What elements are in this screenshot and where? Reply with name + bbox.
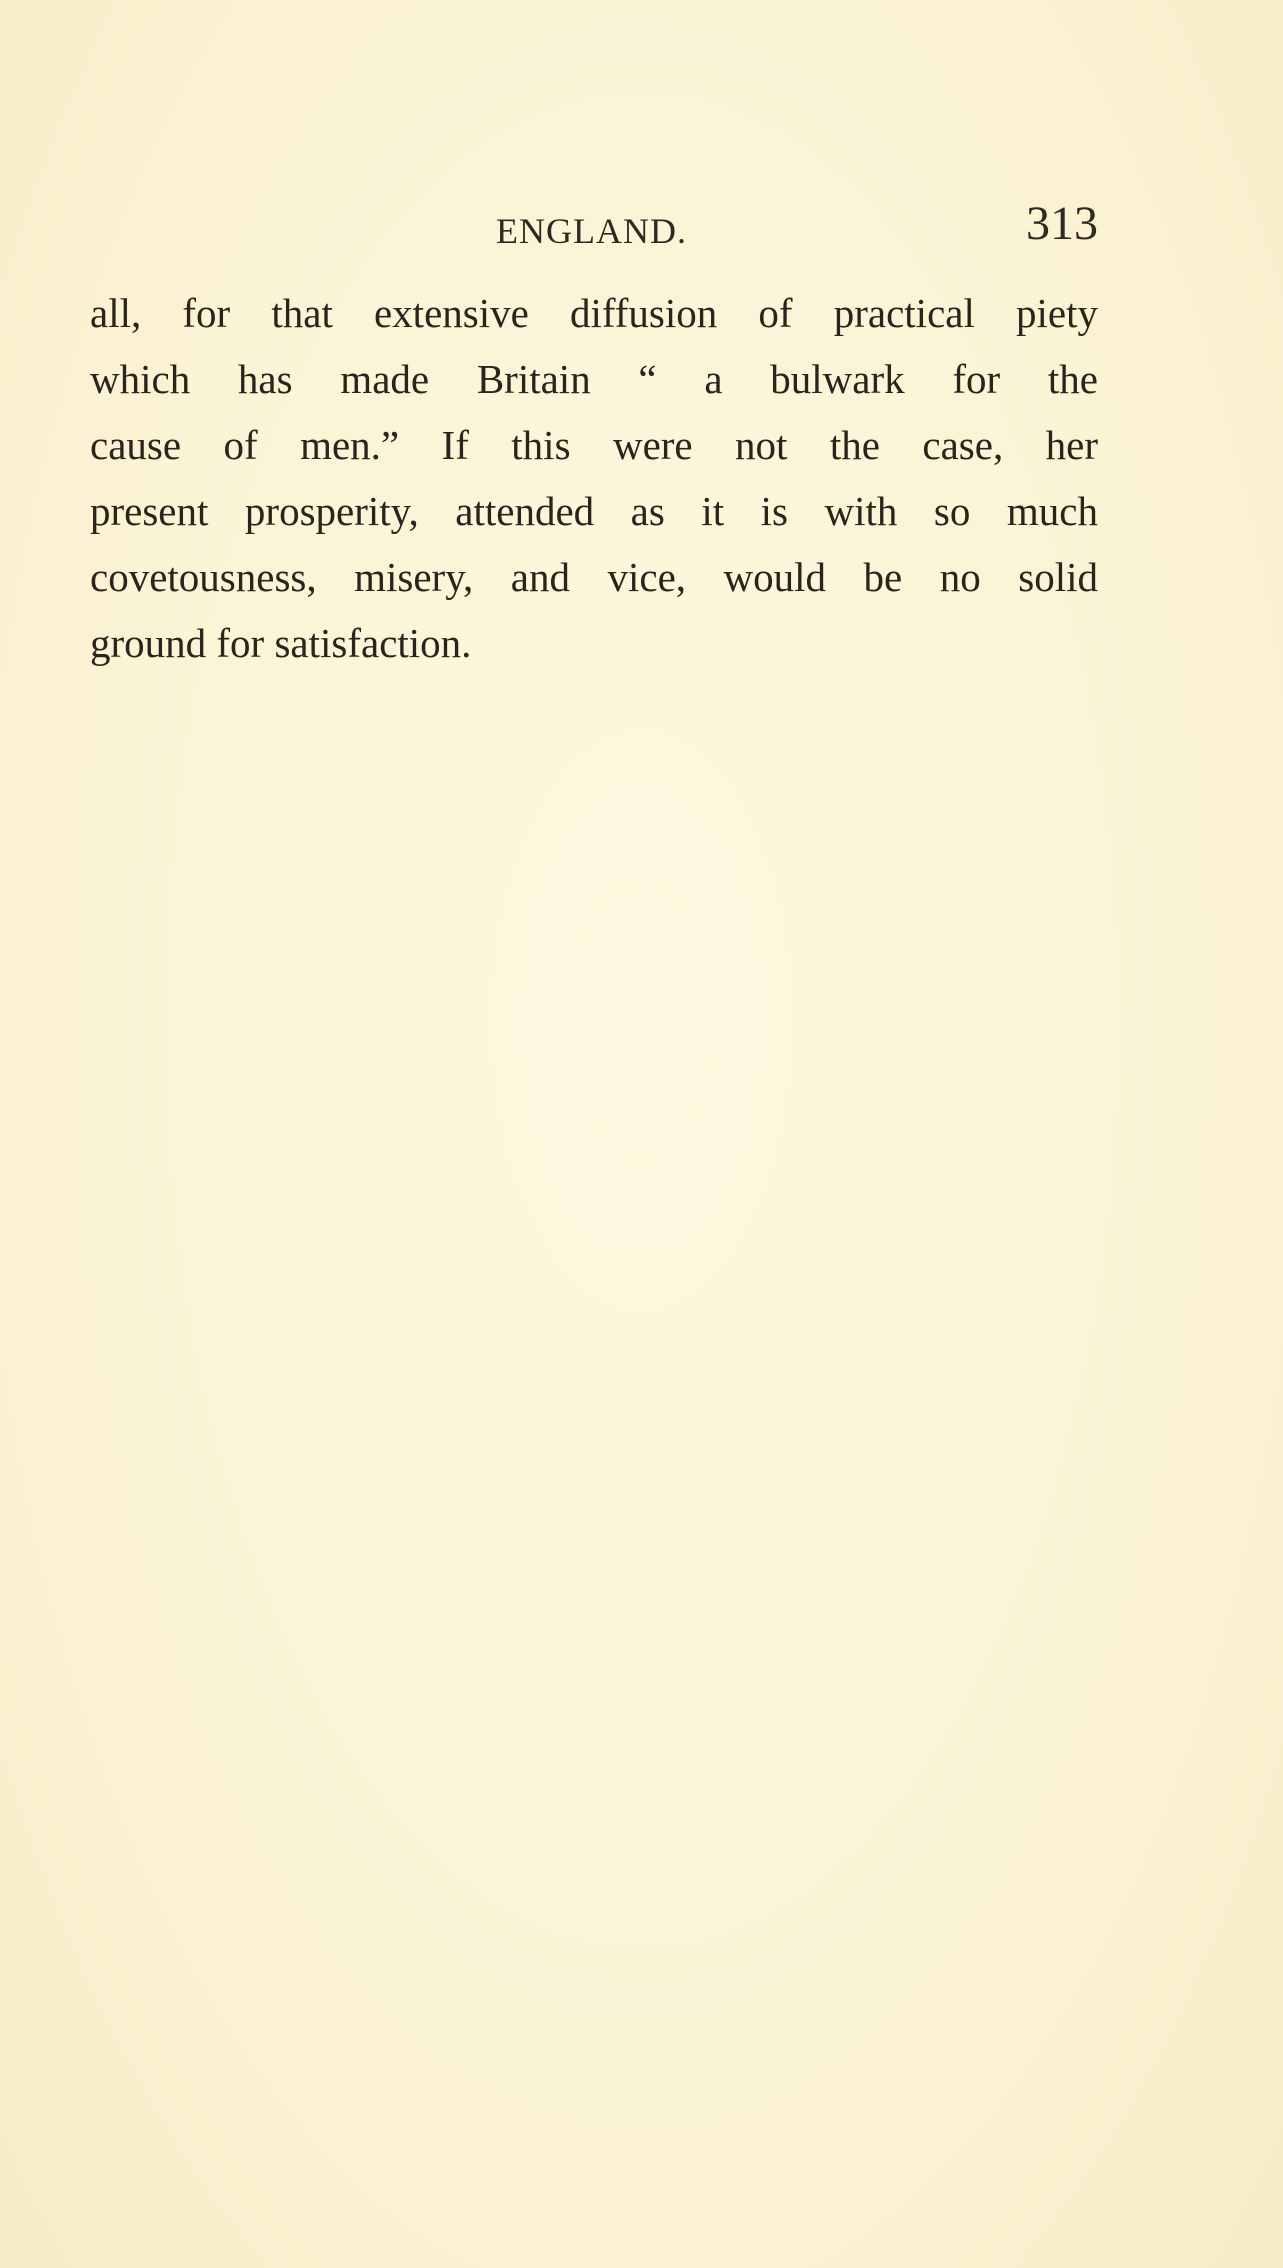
text-line: present prosperity, attended as it is with so much — [90, 488, 1098, 534]
running-head — [90, 196, 1098, 256]
text-line: ground for satisfaction. — [90, 620, 472, 666]
text-line: covetousness, misery, and vice, would be no solid — [90, 554, 1098, 600]
text-line: which has made Britain “ a bulwark for the — [90, 356, 1098, 402]
text-line: all, for that extensive diffusion of practical piety — [90, 290, 1098, 336]
body-paragraph — [90, 280, 1098, 676]
running-head-title: ENGLAND. — [496, 211, 687, 251]
text-line: cause of men.” If this were not the case, her — [90, 422, 1098, 468]
page-number: 313 — [1026, 197, 1098, 250]
